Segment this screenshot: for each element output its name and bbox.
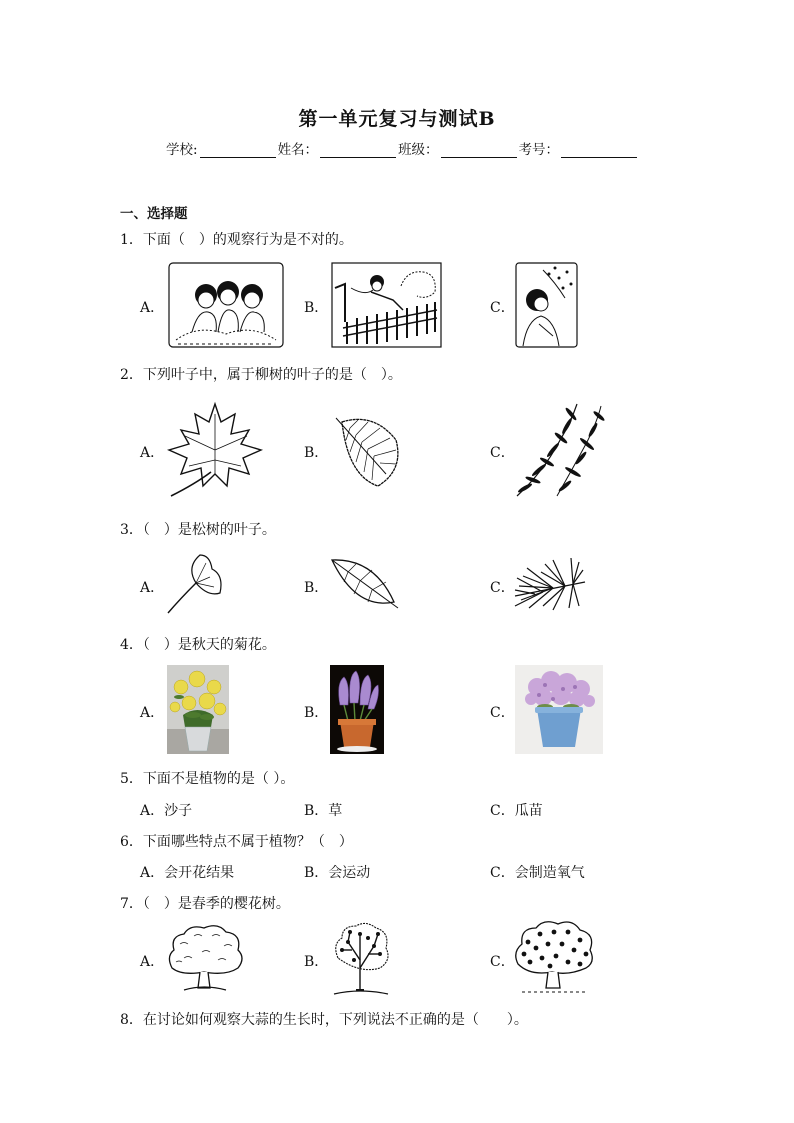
q7-option-a-label[interactable]: A． — [140, 954, 165, 970]
question-5: 5．下面不是植物的是（ ）。 — [120, 771, 295, 787]
oval-serrated-leaf-icon — [334, 410, 404, 490]
lilac-flower-pot-photo — [515, 665, 603, 754]
tree-blossom-dots-icon — [512, 918, 596, 998]
maple-leaf-icon — [165, 400, 265, 498]
q3-option-b-label[interactable]: B． — [304, 580, 329, 596]
q6-option-c[interactable]: C．会制造氧气 — [490, 865, 585, 881]
name-label: 姓名： — [277, 142, 319, 158]
q5-option-c[interactable]: C．瓜苗 — [490, 803, 543, 819]
q1-child-smelling-flower-image — [515, 262, 578, 348]
q5-option-b[interactable]: B．草 — [304, 803, 343, 819]
question-8: 8．在讨论如何观察大蒜的生长时，下列说法不正确的是（ ）。 — [120, 1012, 528, 1028]
name-blank[interactable] — [320, 143, 396, 158]
question-7: 7．（ ）是春季的樱花树。 — [120, 896, 290, 912]
class-blank[interactable] — [441, 143, 517, 158]
crocus-pot-photo — [330, 665, 384, 754]
question-6: 6．下面哪些特点不属于植物？（ ） — [120, 834, 353, 850]
ginkgo-leaf-icon — [166, 553, 224, 615]
tree-fluffy-canopy-icon — [164, 922, 246, 996]
school-label: 学校: — [166, 142, 198, 158]
q6-option-b[interactable]: B．会运动 — [304, 865, 371, 881]
q1-children-observing-image — [168, 262, 284, 348]
student-info-row — [166, 138, 639, 158]
q2-option-c-label[interactable]: C． — [490, 445, 515, 461]
class-label: 班级： — [398, 142, 439, 158]
q7-option-b-label[interactable]: B． — [304, 954, 329, 970]
page-title: 第一单元复习与测试B — [298, 108, 496, 130]
willow-branch-icon — [513, 402, 605, 498]
q2-option-b-label[interactable]: B． — [304, 445, 329, 461]
q7-option-c-label[interactable]: C． — [490, 954, 515, 970]
q1-option-a-label[interactable]: A． — [140, 300, 165, 316]
q6-option-a[interactable]: A．会开花结果 — [140, 865, 235, 881]
q1-option-b-label[interactable]: B． — [304, 300, 329, 316]
q4-option-a-label[interactable]: A． — [140, 705, 165, 721]
q4-option-c-label[interactable]: C． — [490, 705, 515, 721]
question-3: 3．（ ）是松树的叶子。 — [120, 522, 276, 538]
section-title: 一、选择题 — [120, 206, 188, 222]
q2-option-a-label[interactable]: A． — [140, 445, 165, 461]
question-4: 4．（ ）是秋天的菊花。 — [120, 637, 276, 653]
tree-bare-branches-icon — [330, 920, 392, 998]
elliptic-leaf-icon — [328, 556, 400, 610]
pine-needles-icon — [513, 556, 587, 612]
q1-option-c-label[interactable]: C． — [490, 300, 515, 316]
q3-option-c-label[interactable]: C． — [490, 580, 515, 596]
school-blank[interactable] — [200, 143, 276, 158]
number-label: 考号： — [518, 142, 560, 158]
q1-child-at-fence-image — [331, 262, 442, 348]
number-blank[interactable] — [561, 143, 637, 158]
question-1: 1．下面（ ）的观察行为是不对的。 — [120, 232, 353, 248]
question-2: 2．下列叶子中，属于柳树的叶子的是（ ）。 — [120, 367, 402, 383]
q3-option-a-label[interactable]: A． — [140, 580, 165, 596]
q4-option-b-label[interactable]: B． — [304, 705, 329, 721]
chrysanthemum-photo — [167, 665, 229, 754]
q5-option-a[interactable]: A．沙子 — [140, 803, 193, 819]
